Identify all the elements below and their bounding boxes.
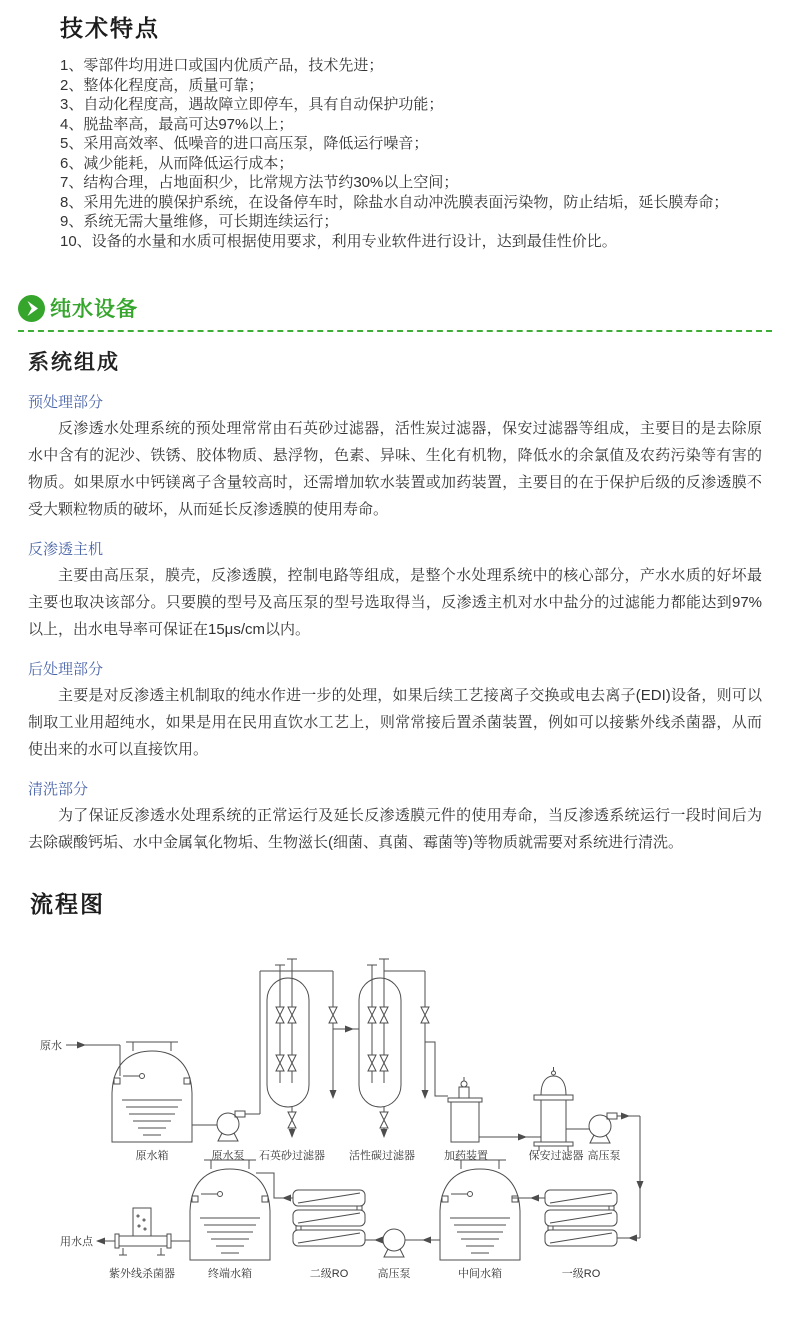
security-filter <box>534 1067 573 1151</box>
tech-features-list <box>60 56 790 251</box>
raw-water-feed-pipe <box>66 1045 120 1076</box>
subsection-heading-pretreatment: 预处理部分 <box>28 394 104 411</box>
high-pressure-pump-top-label: 高压泵 <box>587 1150 621 1162</box>
first-stage-ro <box>545 1190 617 1246</box>
tech-features-title: 技术特点 <box>60 15 160 41</box>
raw-water-tank-label: 原水箱 <box>135 1150 169 1162</box>
system-title: 系统组成 <box>28 351 120 374</box>
system-composition-section <box>28 346 762 919</box>
activated-carbon-filter-label: 活性碳过滤器 <box>349 1150 415 1162</box>
water-use-point-label: 用水点 <box>60 1236 93 1248</box>
tech-item: 3、自动化程度高，遇故障立即停车，具有自动保护功能； <box>60 96 444 113</box>
quartz-sand-filter-label: 石英砂过滤器 <box>259 1150 325 1162</box>
security-filter-label: 保安过滤器 <box>528 1150 584 1162</box>
tech-item: 7、结构合理，占地面积少，比常规方法节约30%以上空间； <box>60 174 459 191</box>
tech-item: 1、零部件均用进口或国内优质产品，技术先进； <box>60 57 384 74</box>
tech-item: 10、设备的水量和水质可根据使用要求，利用专业软件进行设计，达到最佳性价比。 <box>60 232 617 250</box>
subsection-heading-ro-host: 反渗透主机 <box>28 541 104 558</box>
flow-chart-title: 流程图 <box>30 891 105 917</box>
section-banner <box>18 293 772 332</box>
activated-carbon-filter <box>359 959 429 1138</box>
high-pressure-line <box>617 1116 640 1238</box>
tech-item: 8、采用先进的膜保护系统，在设备停车时，除盐水自动冲洗膜表面污染物，防止结垢，延长膜寿命； <box>60 193 729 211</box>
first-stage-ro-label: 一级RO <box>561 1268 601 1280</box>
terminal-water-tank <box>190 1160 270 1260</box>
raw-water-label: 原水 <box>40 1040 62 1052</box>
pump-riser-pipe <box>245 971 260 1114</box>
green-arrow-icon <box>18 295 45 322</box>
uv-sterilizer-label: 紫外线杀菌器 <box>109 1268 175 1280</box>
second-stage-ro <box>293 1190 365 1246</box>
paragraph-pretreatment: 反渗透水处理系统的预处理常常由石英砂过滤器，活性炭过滤器，保安过滤器等组成，主要目的是去除原水中含有的泥沙、铁锈、胶体物质、悬浮物，色素、异味、生化有机物，降低水的余氯值及农药污染等有害的物质。如果原水中钙镁离子含量较高时，还需增加软水装置或加药装置，主要目的在于保护后级的反渗透膜不受大颗粒物质的破坏，从而延长反渗透膜的使用寿命。 <box>28 420 762 518</box>
section-banner-title: 纯水设备 <box>50 298 138 321</box>
intermediate-tank-label: 中间水箱 <box>458 1268 502 1280</box>
uv-sterilizer <box>115 1208 171 1255</box>
terminal-tank-label: 终端水箱 <box>208 1268 252 1280</box>
tech-item: 5、采用高效率、低噪音的进口高压泵，降低运行噪音； <box>60 135 429 152</box>
tech-features-section <box>60 10 790 251</box>
dosing-device <box>448 1077 482 1142</box>
intermediate-water-tank <box>440 1160 520 1260</box>
flow-diagram <box>22 945 702 1293</box>
subsection-heading-cleaning: 清洗部分 <box>28 781 89 798</box>
high-pressure-pump-bottom <box>383 1229 405 1257</box>
tech-item: 6、减少能耗，从而降低运行成本； <box>60 154 294 172</box>
quartz-sand-filter <box>260 959 337 1138</box>
raw-water-pump-label: 原水泵 <box>211 1150 245 1162</box>
tech-item: 2、整体化程度高，质量可靠； <box>60 76 264 94</box>
high-pressure-pump-bottom-label: 高压泵 <box>377 1268 411 1280</box>
dosing-device-label: 加药装置 <box>444 1150 488 1162</box>
paragraph-posttreatment: 主要是对反渗透主机制取的纯水作进一步的处理，如果后续工艺接离子交换或电去离子(EDI)设备，则可以制取工业用超纯水，如果是用在民用直饮水工艺上，则常常接后置杀菌装置，例如可以接紫外线杀菌器，从而使出来的水可以直接饮用。 <box>28 687 762 758</box>
paragraph-ro-host: 主要由高压泵，膜壳，反渗透膜，控制电路等组成，是整个水处理系统中的核心部分，产水水质的好坏最主要也取决该部分。只要膜的型号及高压泵的型号选取得当，反渗透主机对水中盐分的过滤能力都能达到97%以上，出水电导率可保证在15μs/cm以内。 <box>28 567 762 638</box>
tech-item: 9、系统无需大量维修，可长期连续运行； <box>60 213 339 230</box>
paragraph-cleaning: 为了保证反渗透水处理系统的正常运行及延长反渗透膜元件的使用寿命，当反渗透系统运行一段时间后为去除碳酸钙垢、水中金属氧化物垢、生物滋长(细菌、真菌、霉菌等)等物质就需要对系统进行清洗。 <box>28 807 762 851</box>
raw-water-tank <box>112 1042 192 1142</box>
subsection-heading-posttreatment: 后处理部分 <box>28 661 104 678</box>
second-stage-ro-label: 二级RO <box>309 1268 349 1280</box>
tech-item: 4、脱盐率高，最高可达97%以上； <box>60 115 294 133</box>
